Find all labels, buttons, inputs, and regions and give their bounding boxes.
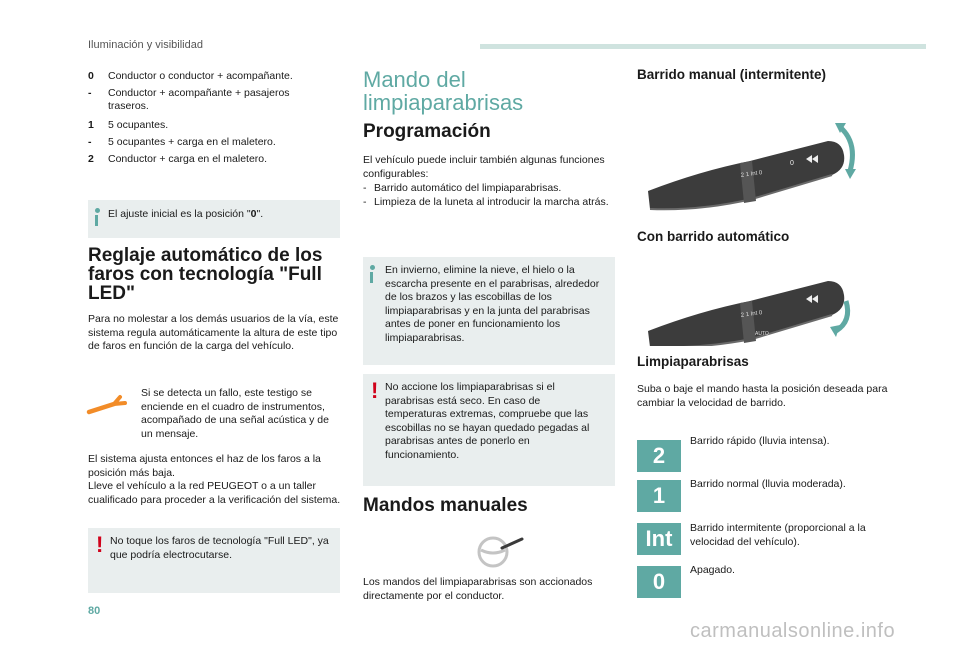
wrench-warning-icon [86, 394, 128, 423]
page-number: 80 [88, 605, 101, 617]
section-heading: Con barrido automático [637, 229, 790, 244]
list-text: Conductor + acompañante + pasajeros traseros. [108, 87, 290, 112]
list-key: 0 [88, 70, 94, 82]
list-key: 2 [88, 153, 94, 165]
list-item: - Limpieza de la luneta al introducir la marcha atrás. [363, 196, 609, 208]
paragraph: Los mandos del limpiaparabrisas son accionados directamente por el conductor. [363, 576, 593, 602]
warning-text: No accione los limpiaparabrisas si el parabrisas está seco. En caso de temperaturas extremas, compruebe que las escobillas no se hayan quedado pegadas al parabrisas antes de ponerlo en funcionamiento. [385, 381, 590, 461]
fault-text: Si se detecta un fallo, este testigo se enciende en el cuadro de instrumentos, acompañado de una señal acústica y de un mensaje. [141, 387, 329, 440]
warning-box [88, 528, 340, 593]
list-item [88, 119, 343, 132]
position-tile-0: 0 [637, 566, 681, 598]
info-box [88, 200, 340, 238]
page-title: Mando del limpiaparabrisas [363, 67, 524, 115]
section-header: Iluminación y visibilidad [88, 39, 203, 51]
list-key: - [88, 87, 92, 99]
info-icon [369, 265, 375, 283]
position-tile-2: 2 [637, 440, 681, 472]
section-heading: Barrido manual (intermitente) [637, 67, 827, 82]
info-text: En invierno, elimine la nieve, el hielo o la escarcha presente en el parabrisas, alrededor de los brazos y las escobillas de los limpiaparabrisas y en la junta del parabrisas antes de poner en funcionamiento los limpiaparabrisas. [385, 264, 600, 344]
position-description: Apagado. [690, 564, 735, 576]
list-item: - Barrido automático del limpiaparabrisas. [363, 182, 562, 194]
list-item [88, 136, 343, 149]
stalk-position-labels: 2 1 Int 0 [740, 310, 763, 319]
position-description: Barrido rápido (lluvia intensa). [690, 435, 830, 447]
header-bar [480, 44, 926, 49]
list-text: 5 ocupantes + carga en el maletero. [108, 136, 276, 148]
list-text: Conductor o conductor + acompañante. [108, 70, 293, 82]
list-text: Conductor + carga en el maletero. [108, 153, 268, 165]
list-text: 5 ocupantes. [108, 119, 169, 131]
list-item [88, 87, 343, 113]
section-heading: Reglaje automático de los faros con tecnología "Full LED" [88, 245, 323, 304]
steering-wheel-icon [476, 534, 528, 575]
warning-icon: ! [96, 532, 104, 557]
wiper-stalk-image [640, 261, 865, 351]
watermark: carmanualsonline.info [690, 620, 896, 642]
section-heading: Mandos manuales [363, 495, 528, 516]
list-item [88, 153, 343, 166]
paragraph: Lleve el vehículo a la red PEUGEOT o a un taller cualificado para proceder a la verificación del sistema. [88, 480, 341, 506]
position-tile-int: Int [637, 523, 681, 555]
list-key: 1 [88, 119, 94, 131]
stalk-front-label: 0 [790, 160, 794, 167]
section-heading: Limpiaparabrisas [637, 354, 749, 369]
info-icon [94, 208, 100, 226]
position-tile-1: 1 [637, 480, 681, 512]
wiper-stalk-image [640, 113, 865, 223]
paragraph: Para no molestar a los demás usuarios de la vía, este sistema regula automáticamente la altura de este tipo de faros en función de la carga del vehículo. [88, 313, 339, 352]
position-description: Barrido normal (lluvia moderada). [690, 478, 846, 490]
stalk-position-labels: 2 1 Int 0 [740, 170, 763, 179]
info-text: El ajuste inicial es la posición "0". [108, 208, 264, 220]
info-box [363, 257, 615, 365]
stalk-auto-label: AUTO [755, 331, 769, 337]
section-heading: Programación [363, 121, 491, 142]
list-key: - [88, 136, 92, 148]
warning-text: No toque los faros de tecnología "Full LED", ya que podría electrocutarse. [110, 535, 329, 561]
paragraph: El vehículo puede incluir también algunas funciones configurables: [363, 154, 605, 180]
list-item [88, 70, 343, 83]
warning-icon: ! [371, 378, 379, 403]
paragraph: El sistema ajusta entonces el haz de los faros a la posición más baja. [88, 453, 321, 479]
position-description: Barrido intermitente (proporcional a la velocidad del vehículo). [690, 522, 866, 548]
paragraph: Suba o baje el mando hasta la posición deseada para cambiar la velocidad de barrido. [637, 383, 888, 409]
warning-box [363, 374, 615, 486]
